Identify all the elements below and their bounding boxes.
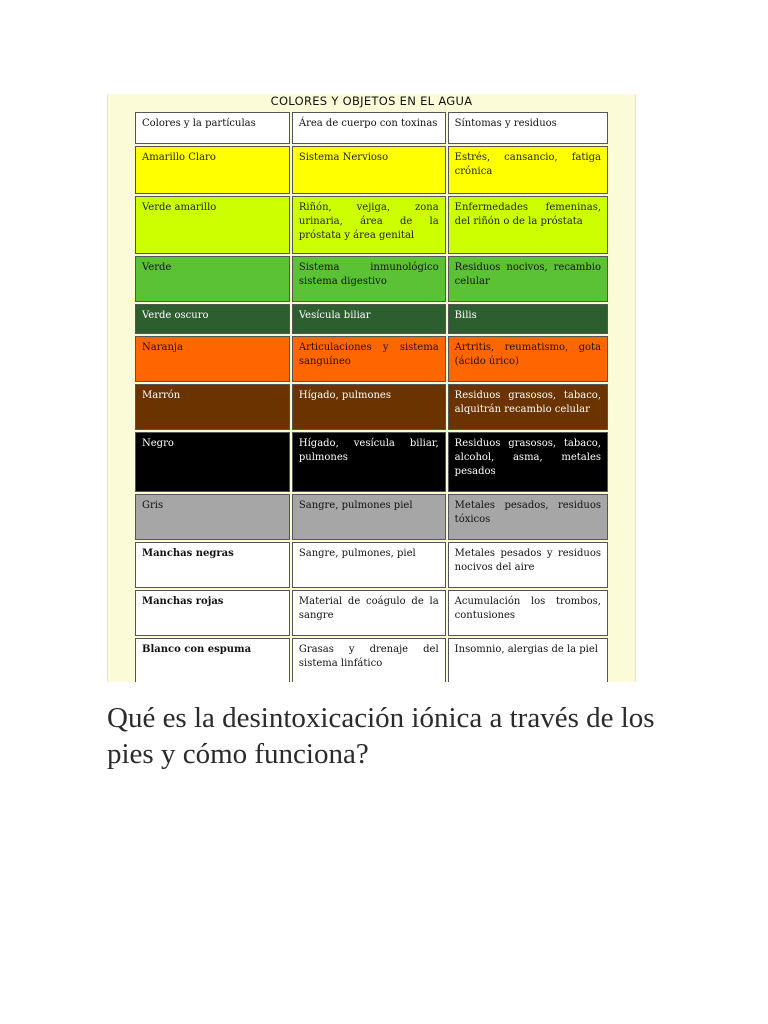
color-cell: Gris	[135, 494, 290, 540]
color-cell: Verde oscuro	[135, 304, 290, 334]
table-row	[135, 638, 608, 682]
area-cell: Sangre, pulmones, piel	[292, 542, 446, 588]
table-row	[135, 494, 608, 540]
symptoms-cell: Residuos grasosos, tabaco, alcohol, asma, metales pesados	[448, 432, 608, 492]
color-cell: Naranja	[135, 336, 290, 382]
table-row	[135, 256, 608, 302]
area-cell: Grasas y drenaje del sistema linfático	[292, 638, 446, 682]
table-row	[135, 304, 608, 334]
page-heading: Qué es la desintoxicación iónica a través de los pies y cómo funciona?	[107, 702, 655, 770]
area-cell: Hígado, pulmones	[292, 384, 446, 430]
symptoms-cell: Metales pesados y residuos nocivos del aire	[448, 542, 608, 588]
symptoms-cell: Metales pesados, residuos tóxicos	[448, 494, 608, 540]
color-cell: Verde amarillo	[135, 196, 290, 254]
area-cell: Riñón, vejiga, zona urinaria, área de la próstata y área genital	[292, 196, 446, 254]
table-image	[107, 94, 636, 682]
table-row	[135, 336, 608, 382]
header-symptoms: Síntomas y residuos	[448, 112, 608, 144]
color-cell: Verde	[135, 256, 290, 302]
symptoms-cell: Estrés, cansancio, fatiga crónica	[448, 146, 608, 194]
table-row	[135, 542, 608, 588]
area-cell: Sistema inmunológico sistema digestivo	[292, 256, 446, 302]
area-cell: Sistema Nervioso	[292, 146, 446, 194]
color-cell: Amarillo Claro	[135, 146, 290, 194]
symptoms-cell: Enfermedades femeninas, del riñón o de la próstata	[448, 196, 608, 254]
symptoms-cell: Bilis	[448, 304, 608, 334]
colors-table	[133, 110, 610, 682]
header-area: Área de cuerpo con toxinas	[292, 112, 446, 144]
header-colors: Colores y la partículas	[135, 112, 290, 144]
table-row	[135, 196, 608, 254]
color-cell: Blanco con espuma	[135, 638, 290, 682]
area-cell: Articulaciones y sistema sanguíneo	[292, 336, 446, 382]
table-row	[135, 590, 608, 636]
symptoms-cell: Insomnio, alergias de la piel	[448, 638, 608, 682]
symptoms-cell: Acumulación los trombos, contusiones	[448, 590, 608, 636]
symptoms-cell: Residuos nocivos, recambio celular	[448, 256, 608, 302]
color-cell: Manchas rojas	[135, 590, 290, 636]
area-cell: Vesícula biliar	[292, 304, 446, 334]
color-cell: Negro	[135, 432, 290, 492]
area-cell: Material de coágulo de la sangre	[292, 590, 446, 636]
area-cell: Sangre, pulmones piel	[292, 494, 446, 540]
table-header-row	[135, 112, 608, 144]
color-cell: Marrón	[135, 384, 290, 430]
table-row	[135, 146, 608, 194]
area-cell: Hígado, vesícula biliar, pulmones	[292, 432, 446, 492]
color-cell: Manchas negras	[135, 542, 290, 588]
table-row	[135, 384, 608, 430]
table-row	[135, 432, 608, 492]
symptoms-cell: Residuos grasosos, tabaco, alquitrán recambio celular	[448, 384, 608, 430]
symptoms-cell: Artritis, reumatismo, gota (ácido úrico)	[448, 336, 608, 382]
table-title: COLORES Y OBJETOS EN EL AGUA	[270, 94, 473, 108]
